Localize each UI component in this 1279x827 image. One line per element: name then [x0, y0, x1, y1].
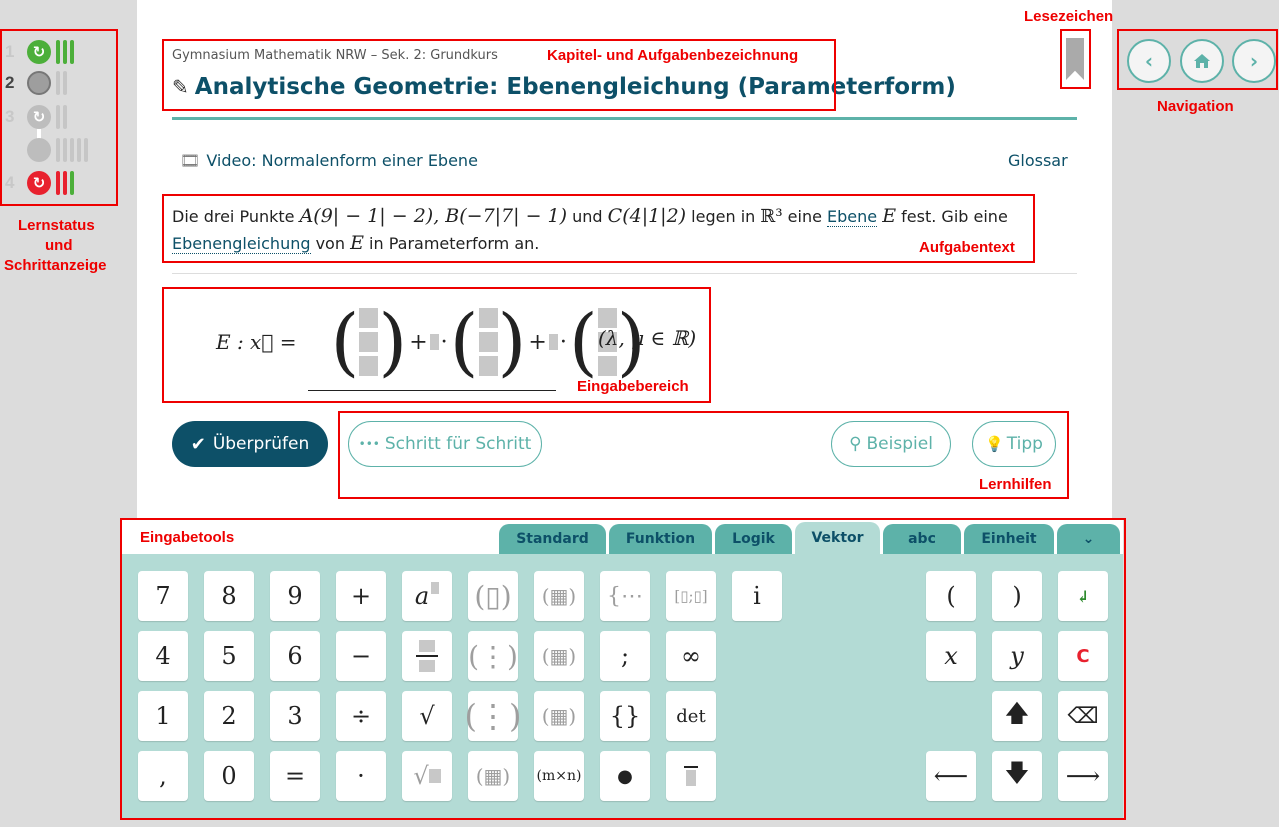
hint-button[interactable]: 💡 Tipp — [972, 421, 1056, 467]
arrow-down-icon: 🡇 — [1004, 758, 1030, 787]
step-number: 1 — [5, 42, 15, 61]
annotation-box-lesezeichen — [1060, 29, 1091, 89]
key-4[interactable]: 4 — [138, 631, 188, 681]
tab-einheit[interactable]: Einheit — [964, 524, 1054, 554]
key-sqrt[interactable]: √ — [402, 691, 452, 741]
task-divider — [172, 273, 1077, 274]
key-i[interactable]: i — [732, 571, 782, 621]
key-8[interactable]: 8 — [204, 571, 254, 621]
annotation-box-eingabetools — [120, 518, 1126, 820]
bottom-strip — [0, 819, 1279, 827]
retry-icon: ↻ — [27, 105, 51, 129]
key-equals[interactable]: = — [270, 751, 320, 801]
ebene-term-link[interactable]: Ebene — [827, 207, 878, 226]
key-3[interactable]: 3 — [270, 691, 320, 741]
key-x[interactable]: x — [926, 631, 976, 681]
annotation-aufgabentext: Aufgabentext — [919, 239, 1015, 256]
navigation-sidebar — [1112, 0, 1279, 827]
key-vector-4d[interactable]: (⋮) — [468, 691, 518, 741]
example-button[interactable]: ⚲ Beispiel — [831, 421, 951, 467]
key-row-vector[interactable]: [▯;▯] — [666, 571, 716, 621]
key-comma[interactable]: , — [138, 751, 188, 801]
key-clear[interactable]: C — [1058, 631, 1108, 681]
chevron-left-icon: ‹ — [1144, 49, 1154, 73]
key-det[interactable]: det — [666, 691, 716, 741]
ebenengleichung-term-link[interactable]: Ebenengleichung — [172, 234, 311, 253]
key-semicolon[interactable]: ; — [600, 631, 650, 681]
key-2[interactable]: 2 — [204, 691, 254, 741]
arrow-left-icon: ⟵ — [933, 762, 969, 790]
pencil-icon: ✎ — [172, 75, 189, 99]
key-enter[interactable]: ↲ — [1058, 571, 1108, 621]
chevron-right-icon: › — [1249, 49, 1259, 73]
key-cases[interactable]: {⋯ — [600, 571, 650, 621]
annotation-lesezeichen: Lesezeichen — [1024, 8, 1114, 25]
step-number: 2 — [5, 73, 15, 92]
video-link[interactable]: 🎞 Video: Normalenform einer Ebene — [180, 151, 478, 170]
direction-vector-2[interactable]: ( ) — [568, 299, 646, 385]
key-divide[interactable]: ÷ — [336, 691, 386, 741]
arrow-up-icon: 🡅 — [1004, 698, 1030, 727]
title-divider — [172, 117, 1077, 120]
key-cdot[interactable]: · — [336, 751, 386, 801]
annotation-box-navigation — [1117, 29, 1278, 90]
key-minus[interactable]: − — [336, 631, 386, 681]
key-9[interactable]: 9 — [270, 571, 320, 621]
glossar-link[interactable]: Glossar — [1008, 151, 1068, 170]
arrow-right-icon: ⟶ — [1065, 762, 1101, 790]
tab-standard[interactable]: Standard — [499, 524, 606, 554]
key-y[interactable]: y — [992, 631, 1042, 681]
tab-vektor[interactable]: Vektor — [795, 522, 880, 554]
retry-icon: ↻ — [27, 40, 51, 64]
page-title-text: Analytische Geometrie: Ebenengleichung (Parameterform) — [194, 74, 956, 100]
key-matrix-mxn[interactable]: ( m×n ) — [534, 751, 584, 801]
key-matrix-3x2[interactable]: (▦) — [534, 691, 584, 741]
key-rparen[interactable]: ) — [992, 571, 1042, 621]
direction-vector-1[interactable]: ( ) — [449, 299, 527, 385]
breadcrumb: Gymnasium Mathematik NRW – Sek. 2: Grundkurs — [172, 48, 498, 63]
check-icon: ✔ — [190, 433, 206, 455]
lightbulb-icon: 💡 — [985, 435, 1004, 453]
key-matrix-2x2[interactable]: (▦) — [468, 751, 518, 801]
key-bullet[interactable]: ● — [600, 751, 650, 801]
key-plus[interactable]: + — [336, 571, 386, 621]
annotation-kapitel: Kapitel- und Aufgabenbezeichnung — [547, 47, 799, 64]
tab-logik[interactable]: Logik — [715, 524, 792, 554]
annotation-eingabetools: Eingabetools — [140, 529, 235, 546]
key-lparen[interactable]: ( — [926, 571, 976, 621]
film-icon: 🎞 — [180, 151, 201, 170]
backspace-icon: ⌫ — [1067, 703, 1099, 729]
annotation-box-lernhilfen — [338, 411, 1069, 499]
annotation-und: und — [45, 237, 73, 254]
equation-label: E : x⃗ = — [216, 330, 297, 354]
tab-funktion[interactable]: Funktion — [609, 524, 712, 554]
tab-abc[interactable]: abc — [883, 524, 961, 554]
key-1[interactable]: 1 — [138, 691, 188, 741]
step-by-step-button[interactable]: ••• Schritt für Schritt — [348, 421, 542, 467]
annotation-box-lernstatus — [0, 29, 118, 206]
key-braces[interactable]: {} — [600, 691, 650, 741]
key-nth-root[interactable]: √ — [402, 751, 452, 801]
annotation-box-aufgabentext — [162, 194, 1035, 263]
task-text: Die drei Punkte A(9| − 1| − 2), B(−7|7| − 1) und C(4|1|2) legen in ℝ³ eine Ebene E fest. Gib eine Ebenengleichung von E in Parameterform an. — [172, 205, 1008, 254]
search-icon: ⚲ — [849, 434, 862, 454]
key-power[interactable]: a — [402, 571, 452, 621]
retry-icon: ↻ — [27, 171, 51, 195]
equation-input-area: E : x⃗ = ( ) + · ( ) + · ( ) — [216, 299, 646, 385]
parameter-domain: (λ, μ ∈ ℝ) — [598, 326, 697, 350]
annotation-lernhilfen: Lernhilfen — [979, 476, 1052, 493]
key-vector-2d[interactable]: (▯) — [468, 571, 518, 621]
key-matrix-3x3[interactable]: (▦) — [534, 631, 584, 681]
key-6[interactable]: 6 — [270, 631, 320, 681]
key-infinity[interactable]: ∞ — [666, 631, 716, 681]
tab-more[interactable]: ⌄ — [1057, 524, 1120, 554]
key-matrix-2x3[interactable]: (▦) — [534, 571, 584, 621]
dots-icon: ••• — [358, 437, 380, 451]
step-number: 3 — [5, 107, 15, 126]
annotation-navigation: Navigation — [1157, 98, 1234, 115]
support-vector[interactable]: ( ) — [330, 299, 408, 385]
key-0[interactable]: 0 — [204, 751, 254, 801]
check-button[interactable]: ✔ Überprüfen — [172, 421, 328, 467]
key-5[interactable]: 5 — [204, 631, 254, 681]
key-vector-3d[interactable]: (⋮) — [468, 631, 518, 681]
annotation-schrittanzeige: Schrittanzeige — [4, 257, 107, 274]
annotation-lernstatus: Lernstatus — [18, 217, 95, 234]
key-7[interactable]: 7 — [138, 571, 188, 621]
step-number: 4 — [5, 173, 15, 192]
annotation-eingabebereich: Eingabebereich — [577, 378, 689, 395]
